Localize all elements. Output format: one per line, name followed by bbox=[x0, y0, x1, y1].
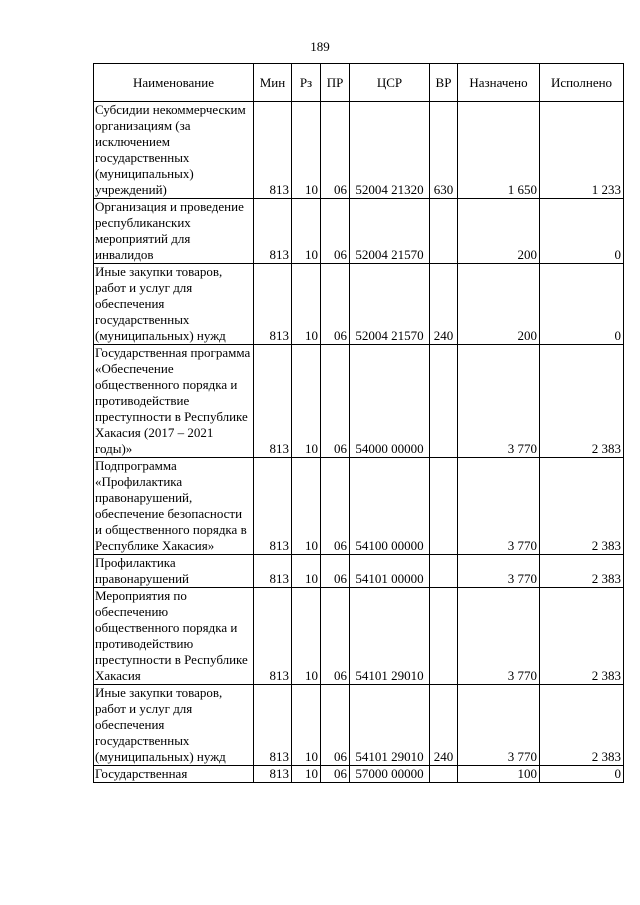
row-assigned: 1 650 bbox=[458, 102, 540, 199]
header-name: Наименование bbox=[94, 64, 254, 102]
row-pr: 06 bbox=[321, 555, 350, 588]
header-pr: ПР bbox=[321, 64, 350, 102]
row-name: Государственная программа «Обеспечение общественного порядка и противодействие преступности в Республике Хакасия (2017 – 2021 годы)» bbox=[94, 345, 254, 458]
row-csr: 52004 21570 bbox=[350, 264, 430, 345]
row-name: Иные закупки товаров, работ и услуг для обеспечения государственных (муниципальных) нужд bbox=[94, 264, 254, 345]
row-rz: 10 bbox=[292, 199, 321, 264]
row-csr: 52004 21570 bbox=[350, 199, 430, 264]
table-body bbox=[94, 102, 624, 783]
row-csr: 54101 00000 bbox=[350, 555, 430, 588]
row-vr: 630 bbox=[430, 102, 458, 199]
row-executed: 2 383 bbox=[540, 685, 624, 766]
row-executed: 2 383 bbox=[540, 458, 624, 555]
row-rz: 10 bbox=[292, 264, 321, 345]
header-rz: Рз bbox=[292, 64, 321, 102]
row-rz: 10 bbox=[292, 102, 321, 199]
table-row bbox=[94, 102, 624, 199]
row-pr: 06 bbox=[321, 345, 350, 458]
header-vr: ВР bbox=[430, 64, 458, 102]
row-assigned: 100 bbox=[458, 766, 540, 783]
row-name: Подпрограмма «Профилактика правонарушений, обеспечение безопасности и общественного порядка в Республике Хакасия» bbox=[94, 458, 254, 555]
row-name: Профилактика правонарушений bbox=[94, 555, 254, 588]
table-row bbox=[94, 588, 624, 685]
row-pr: 06 bbox=[321, 685, 350, 766]
row-executed: 1 233 bbox=[540, 102, 624, 199]
row-vr: 240 bbox=[430, 685, 458, 766]
row-name: Организация и проведение республиканских мероприятий для инвалидов bbox=[94, 199, 254, 264]
row-csr: 54000 00000 bbox=[350, 345, 430, 458]
row-min: 813 bbox=[254, 102, 292, 199]
header-min: Мин bbox=[254, 64, 292, 102]
header-executed: Исполнено bbox=[540, 64, 624, 102]
row-rz: 10 bbox=[292, 766, 321, 783]
row-executed: 2 383 bbox=[540, 588, 624, 685]
row-executed: 0 bbox=[540, 199, 624, 264]
table-row bbox=[94, 345, 624, 458]
table-row bbox=[94, 555, 624, 588]
table-row bbox=[94, 458, 624, 555]
row-pr: 06 bbox=[321, 102, 350, 199]
row-csr: 54101 29010 bbox=[350, 588, 430, 685]
row-pr: 06 bbox=[321, 458, 350, 555]
row-min: 813 bbox=[254, 766, 292, 783]
row-name: Государственная bbox=[94, 766, 254, 783]
row-name: Иные закупки товаров, работ и услуг для обеспечения государственных (муниципальных) нужд bbox=[94, 685, 254, 766]
row-pr: 06 bbox=[321, 199, 350, 264]
row-pr: 06 bbox=[321, 588, 350, 685]
row-assigned: 3 770 bbox=[458, 685, 540, 766]
row-vr bbox=[430, 588, 458, 685]
row-executed: 2 383 bbox=[540, 345, 624, 458]
row-min: 813 bbox=[254, 199, 292, 264]
budget-table bbox=[93, 63, 624, 783]
row-min: 813 bbox=[254, 264, 292, 345]
page-number: 189 bbox=[310, 39, 330, 54]
row-assigned: 3 770 bbox=[458, 458, 540, 555]
header-row bbox=[94, 64, 624, 102]
row-pr: 06 bbox=[321, 766, 350, 783]
row-name: Субсидии некоммерческим организациям (за исключением государственных (муниципальных) учреждений) bbox=[94, 102, 254, 199]
row-vr bbox=[430, 345, 458, 458]
row-assigned: 200 bbox=[458, 264, 540, 345]
row-rz: 10 bbox=[292, 685, 321, 766]
table-row bbox=[94, 766, 624, 783]
row-csr: 57000 00000 bbox=[350, 766, 430, 783]
row-vr bbox=[430, 458, 458, 555]
row-assigned: 3 770 bbox=[458, 345, 540, 458]
table-row bbox=[94, 199, 624, 264]
row-csr: 54101 29010 bbox=[350, 685, 430, 766]
row-assigned: 200 bbox=[458, 199, 540, 264]
row-assigned: 3 770 bbox=[458, 588, 540, 685]
row-rz: 10 bbox=[292, 345, 321, 458]
row-executed: 2 383 bbox=[540, 555, 624, 588]
row-executed: 0 bbox=[540, 766, 624, 783]
table-row bbox=[94, 685, 624, 766]
row-min: 813 bbox=[254, 588, 292, 685]
row-vr bbox=[430, 766, 458, 783]
row-min: 813 bbox=[254, 685, 292, 766]
row-vr bbox=[430, 199, 458, 264]
row-min: 813 bbox=[254, 458, 292, 555]
row-executed: 0 bbox=[540, 264, 624, 345]
row-rz: 10 bbox=[292, 588, 321, 685]
header-csr: ЦСР bbox=[350, 64, 430, 102]
table-header bbox=[94, 64, 624, 102]
table-row bbox=[94, 264, 624, 345]
row-name: Мероприятия по обеспечению общественного порядка и противодействию преступности в Республике Хакасия bbox=[94, 588, 254, 685]
row-csr: 54100 00000 bbox=[350, 458, 430, 555]
row-vr: 240 bbox=[430, 264, 458, 345]
row-min: 813 bbox=[254, 555, 292, 588]
row-pr: 06 bbox=[321, 264, 350, 345]
row-rz: 10 bbox=[292, 555, 321, 588]
header-assigned: Назначено bbox=[458, 64, 540, 102]
row-min: 813 bbox=[254, 345, 292, 458]
row-rz: 10 bbox=[292, 458, 321, 555]
row-assigned: 3 770 bbox=[458, 555, 540, 588]
row-vr bbox=[430, 555, 458, 588]
row-csr: 52004 21320 bbox=[350, 102, 430, 199]
